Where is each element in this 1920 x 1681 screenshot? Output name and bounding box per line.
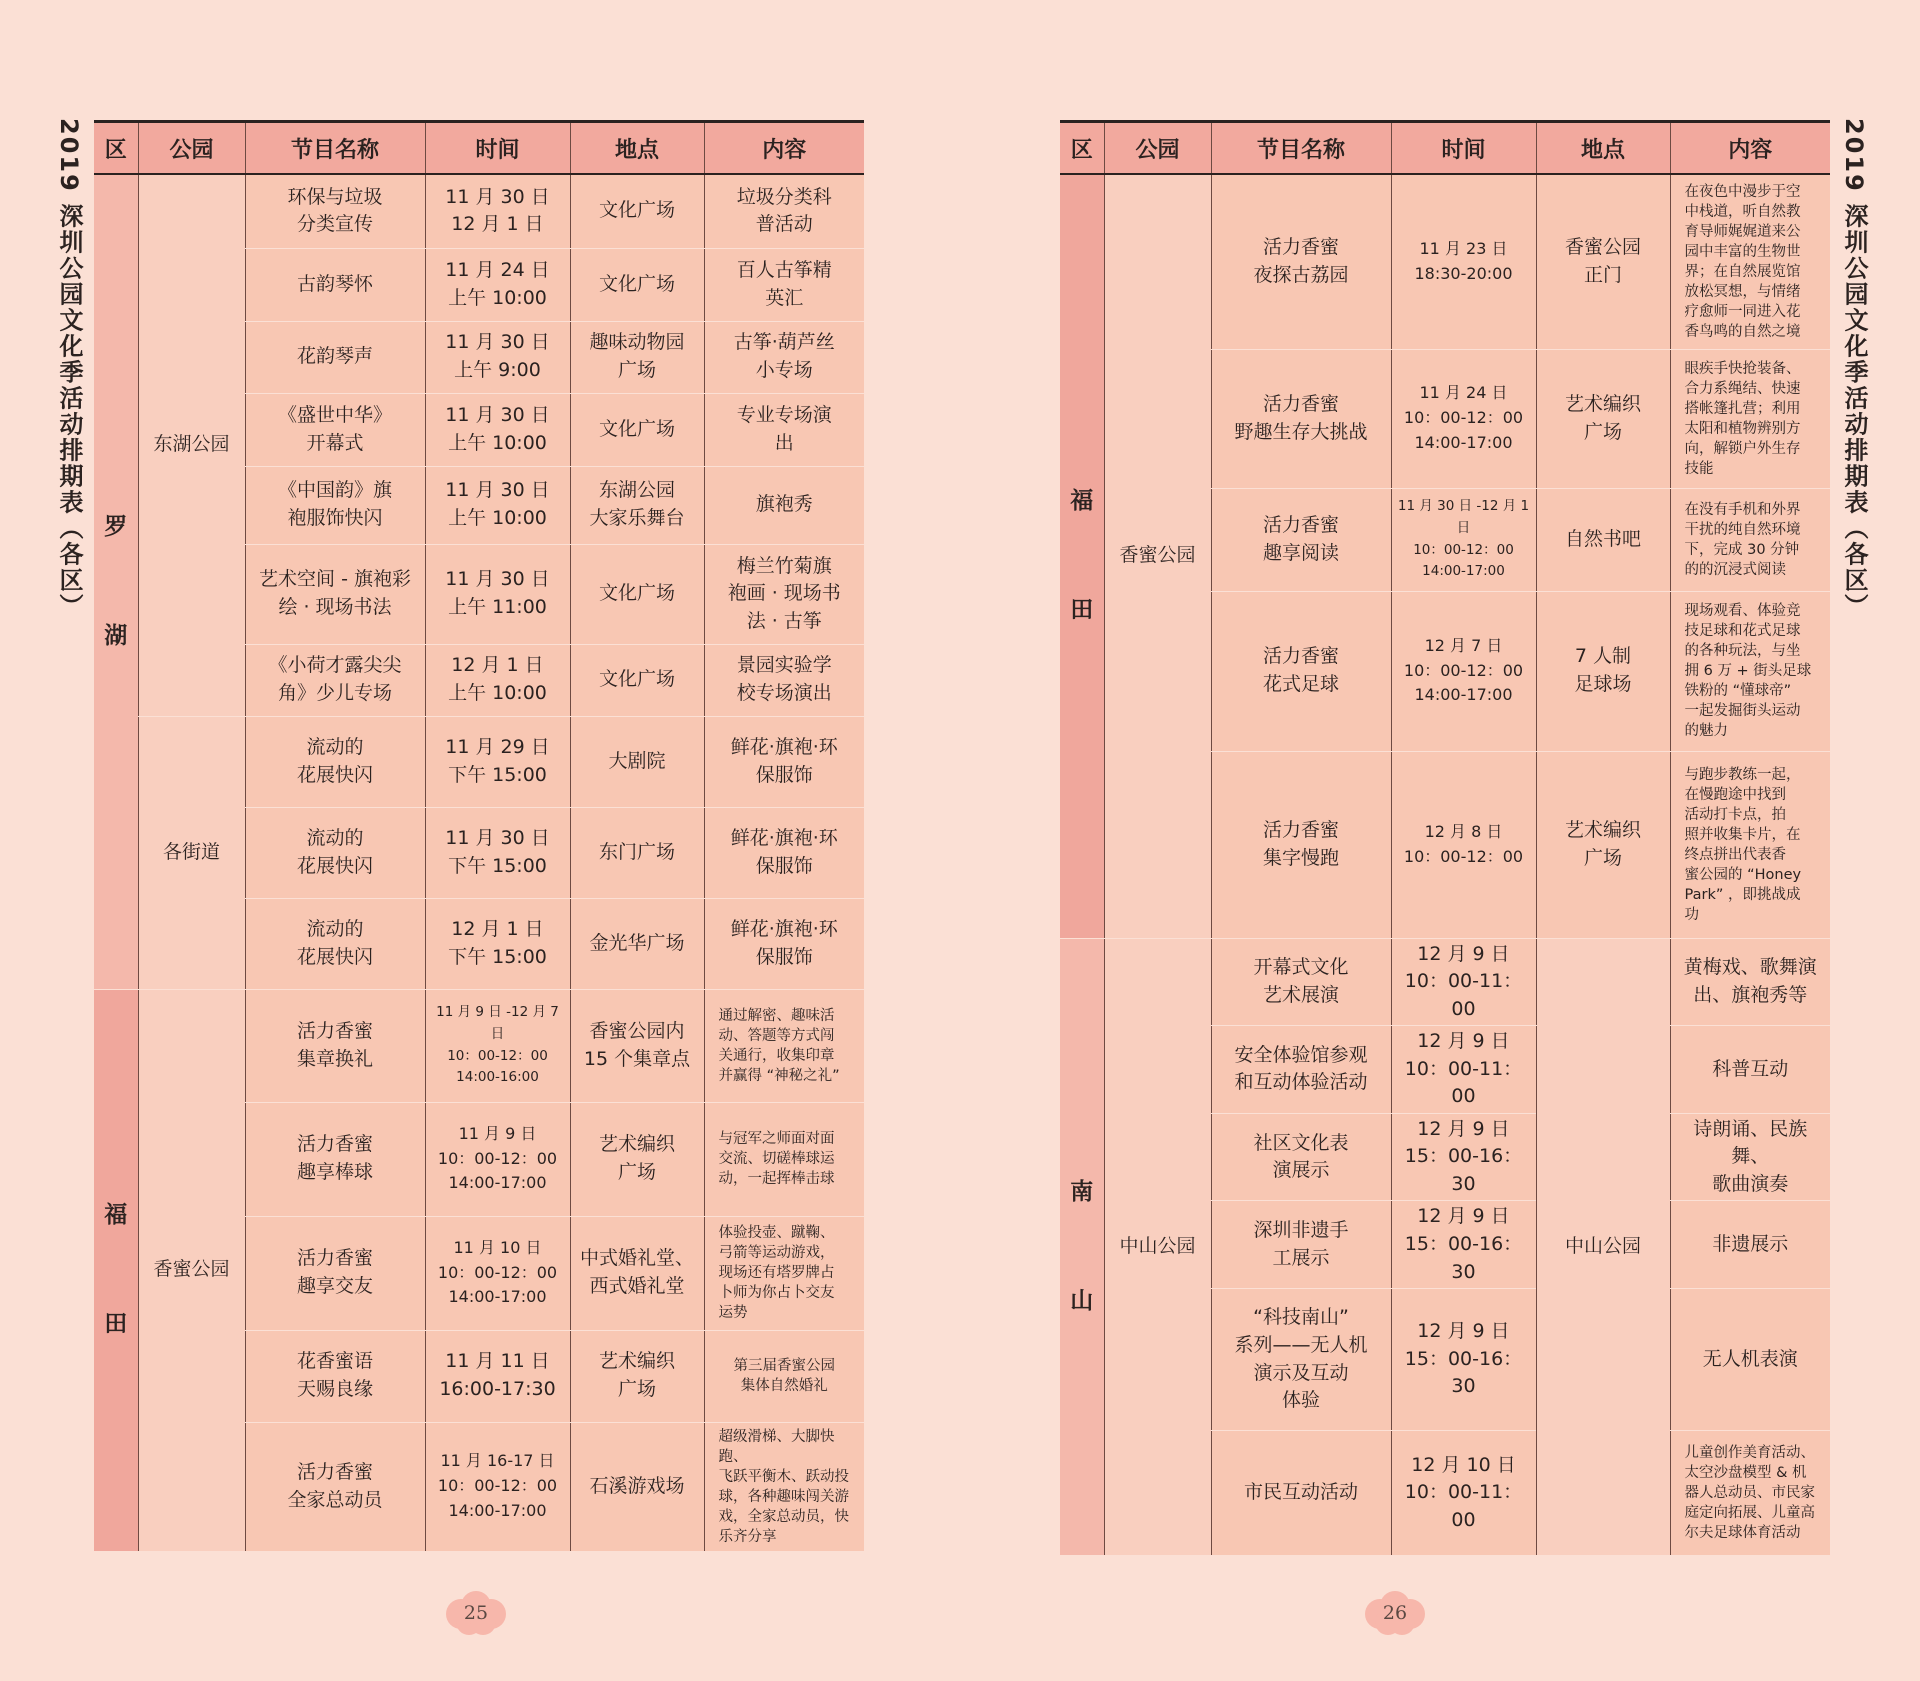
page-number-badge [441, 1590, 511, 1636]
table-row [94, 174, 864, 248]
content-cell: 梅兰竹菊旗 袍画 · 现场书 法 · 古筝 [704, 544, 864, 644]
header-venue: 地点 [570, 122, 704, 175]
venue-cell: 文化广场 [570, 248, 704, 321]
venue-cell: 文化广场 [570, 644, 704, 716]
content-cell: 超级滑梯、大脚快跑、 飞跃平衡木、跃动投 球，各种趣味闯关游 戏，全家总动员，快 乐齐分享 [704, 1422, 864, 1551]
time-cell: 11 月 29 日 下午 15:00 [425, 716, 570, 807]
content-cell: 非遗展示 [1670, 1201, 1830, 1289]
time-cell: 11 月 24 日 10：00-12：00 14:00-17:00 [1391, 349, 1536, 488]
program-name-cell: 古韵琴怀 [245, 248, 425, 321]
program-name-cell: “科技南山” 系列——无人机 演示及互动 体验 [1211, 1289, 1391, 1431]
program-name-cell: 环保与垃圾 分类宣传 [245, 174, 425, 248]
program-name-cell: 《中国韵》旗 袍服饰快闪 [245, 466, 425, 544]
content-cell: 鲜花·旗袍·环 保服饰 [704, 716, 864, 807]
time-cell: 11 月 24 日 上午 10:00 [425, 248, 570, 321]
header-content: 内容 [704, 122, 864, 175]
time-cell: 12 月 9 日 10：00-11：00 [1391, 1026, 1536, 1114]
table-row [94, 716, 864, 807]
time-cell: 12 月 7 日 10：00-12：00 14:00-17:00 [1391, 591, 1536, 751]
content-cell: 儿童创作美育活动、 太空沙盘模型 & 机 器人总动员、市民家 庭定向拓展、儿童高 尔夫足球体育活动 [1670, 1431, 1830, 1556]
content-cell: 鲜花·旗袍·环 保服饰 [704, 807, 864, 898]
time-cell: 12 月 9 日 15：00-16：30 [1391, 1201, 1536, 1289]
venue-cell: 香蜜公园内 15 个集章点 [570, 989, 704, 1102]
program-name-cell: 《盛世中华》 开幕式 [245, 393, 425, 466]
program-name-cell: 花香蜜语 天赐良缘 [245, 1330, 425, 1422]
venue-cell: 自然书吧 [1536, 488, 1670, 591]
park-cell: 各街道 [138, 716, 245, 989]
program-name-cell: 活力香蜜 夜探古荔园 [1211, 174, 1391, 349]
content-cell: 通过解密、趣味活 动、答题等方式闯 关通行，收集印章 并赢得 “神秘之礼” [704, 989, 864, 1102]
program-name-cell: 市民互动活动 [1211, 1431, 1391, 1556]
content-cell: 旗袍秀 [704, 466, 864, 544]
district-cell-futian: 福 田 [94, 989, 138, 1551]
time-cell: 11 月 30 日 上午 10:00 [425, 466, 570, 544]
time-cell: 12 月 1 日 下午 15:00 [425, 898, 570, 989]
header-time: 时间 [1391, 122, 1536, 175]
content-cell: 景园实验学 校专场演出 [704, 644, 864, 716]
table-row [1060, 174, 1830, 349]
content-cell: 科普互动 [1670, 1026, 1830, 1114]
time-cell: 11 月 30 日 上午 11:00 [425, 544, 570, 644]
time-cell: 11 月 30 日 上午 10:00 [425, 393, 570, 466]
time-cell: 11 月 9 日 -12 月 7 日 10：00-12：00 14:00-16:00 [425, 989, 570, 1102]
program-name-cell: 活力香蜜 趣享阅读 [1211, 488, 1391, 591]
program-name-cell: 活力香蜜 野趣生存大挑战 [1211, 349, 1391, 488]
content-cell: 黄梅戏、歌舞演 出、旗袍秀等 [1670, 938, 1830, 1026]
time-cell: 11 月 23 日 18:30-20:00 [1391, 174, 1536, 349]
venue-cell: 趣味动物园 广场 [570, 321, 704, 393]
header-district: 区 [94, 122, 138, 175]
page-number: 25 [463, 1602, 489, 1624]
program-name-cell: 活力香蜜 集章换礼 [245, 989, 425, 1102]
table-row [1060, 938, 1830, 1026]
page-right [960, 0, 1920, 1681]
content-cell: 垃圾分类科 普活动 [704, 174, 864, 248]
venue-cell: 东门广场 [570, 807, 704, 898]
program-name-cell: 《小荷才露尖尖 角》少儿专场 [245, 644, 425, 716]
content-cell: 诗朗诵、民族舞、 歌曲演奏 [1670, 1113, 1830, 1201]
program-name-cell: 活力香蜜 趣享交友 [245, 1216, 425, 1330]
header-time: 时间 [425, 122, 570, 175]
content-cell: 现场观看、体验竞 技足球和花式足球 的各种玩法，与坐 拥 6 万 + 街头足球 铁粉的 “懂球帝” 一起发掘街头运动 的魅力 [1670, 591, 1830, 751]
page-number-badge [1360, 1590, 1430, 1636]
time-cell: 12 月 9 日 15：00-16：30 [1391, 1289, 1536, 1431]
program-name-cell: 艺术空间 - 旗袍彩 绘 · 现场书法 [245, 544, 425, 644]
content-cell: 与跑步教练一起， 在慢跑途中找到 活动打卡点，拍 照并收集卡片，在 终点拼出代表香 蜜公园的 “Honey Park” ，即挑战成 功 [1670, 751, 1830, 938]
district-cell-nanshan: 南 山 [1060, 938, 1104, 1556]
page-number: 26 [1382, 1602, 1408, 1624]
content-cell: 眼疾手快抢装备、 合力系绳结、快速 搭帐篷扎营；利用 太阳和植物辨别方 向，解锁户外生存 技能 [1670, 349, 1830, 488]
header-content: 内容 [1670, 122, 1830, 175]
venue-cell: 石溪游戏场 [570, 1422, 704, 1551]
venue-cell: 中山公园 [1536, 938, 1670, 1556]
venue-cell: 文化广场 [570, 393, 704, 466]
time-cell: 11 月 9 日 10：00-12：00 14:00-17:00 [425, 1102, 570, 1216]
venue-cell: 7 人制 足球场 [1536, 591, 1670, 751]
table-header-row [1060, 122, 1830, 175]
header-venue: 地点 [1536, 122, 1670, 175]
park-cell: 中山公园 [1104, 938, 1211, 1556]
time-cell: 11 月 11 日 16:00-17:30 [425, 1330, 570, 1422]
time-cell: 12 月 1 日 上午 10:00 [425, 644, 570, 716]
program-name-cell: 社区文化表 演展示 [1211, 1113, 1391, 1201]
table-row [94, 989, 864, 1102]
content-cell: 在没有手机和外界 干扰的纯自然环境 下，完成 30 分钟 的的沉浸式阅读 [1670, 488, 1830, 591]
program-name-cell: 深圳非遗手 工展示 [1211, 1201, 1391, 1289]
venue-cell: 文化广场 [570, 174, 704, 248]
time-cell: 11 月 10 日 10：00-12：00 14:00-17:00 [425, 1216, 570, 1330]
venue-cell: 艺术编织 广场 [570, 1330, 704, 1422]
program-name-cell: 活力香蜜 全家总动员 [245, 1422, 425, 1551]
content-cell: 百人古筝精 英汇 [704, 248, 864, 321]
page-side-title: 2019 深圳公园文化季活动排期表（各区） [1840, 118, 1868, 620]
program-name-cell: 流动的 花展快闪 [245, 898, 425, 989]
venue-cell: 文化广场 [570, 544, 704, 644]
venue-cell: 中式婚礼堂、 西式婚礼堂 [570, 1216, 704, 1330]
time-cell: 12 月 8 日 10：00-12：00 [1391, 751, 1536, 938]
program-name-cell: 花韵琴声 [245, 321, 425, 393]
header-park: 公园 [138, 122, 245, 175]
park-cell: 香蜜公园 [138, 989, 245, 1551]
venue-cell: 艺术编织 广场 [570, 1102, 704, 1216]
header-program-name: 节目名称 [1211, 122, 1391, 175]
content-cell: 鲜花·旗袍·环 保服饰 [704, 898, 864, 989]
content-cell: 与冠军之师面对面 交流、切磋棒球运 动，一起挥棒击球 [704, 1102, 864, 1216]
program-name-cell: 开幕式文化 艺术展演 [1211, 938, 1391, 1026]
district-cell-futian: 福 田 [1060, 174, 1104, 938]
program-name-cell: 活力香蜜 集字慢跑 [1211, 751, 1391, 938]
time-cell: 11 月 30 日 12 月 1 日 [425, 174, 570, 248]
time-cell: 11 月 30 日 下午 15:00 [425, 807, 570, 898]
program-name-cell: 流动的 花展快闪 [245, 807, 425, 898]
content-cell: 体验投壶、蹴鞠、 弓箭等运动游戏， 现场还有塔罗牌占 卜师为你占卜交友 运势 [704, 1216, 864, 1330]
venue-cell: 艺术编织 广场 [1536, 349, 1670, 488]
schedule-table [1060, 120, 1830, 1556]
time-cell: 12 月 9 日 10：00-11：00 [1391, 938, 1536, 1026]
header-district: 区 [1060, 122, 1104, 175]
content-cell: 在夜色中漫步于空 中栈道，听自然教 育导师娓娓道来公 园中丰富的生物世 界；在自然展览馆 放松冥想，与情绪 疗愈师一同进入花 香鸟鸣的自然之境 [1670, 174, 1830, 349]
program-name-cell: 活力香蜜 趣享棒球 [245, 1102, 425, 1216]
program-name-cell: 流动的 花展快闪 [245, 716, 425, 807]
content-cell: 第三届香蜜公园 集体自然婚礼 [704, 1330, 864, 1422]
time-cell: 11 月 30 日 上午 9:00 [425, 321, 570, 393]
page-side-title: 2019 深圳公园文化季活动排期表（各区） [55, 118, 83, 620]
venue-cell: 大剧院 [570, 716, 704, 807]
program-name-cell: 活力香蜜 花式足球 [1211, 591, 1391, 751]
header-park: 公园 [1104, 122, 1211, 175]
content-cell: 古筝·葫芦丝 小专场 [704, 321, 864, 393]
venue-cell: 香蜜公园 正门 [1536, 174, 1670, 349]
time-cell: 11 月 16-17 日 10：00-12：00 14:00-17:00 [425, 1422, 570, 1551]
content-cell: 无人机表演 [1670, 1289, 1830, 1431]
schedule-table [94, 120, 864, 1552]
content-cell: 专业专场演 出 [704, 393, 864, 466]
venue-cell: 东湖公园 大家乐舞台 [570, 466, 704, 544]
venue-cell: 艺术编织 广场 [1536, 751, 1670, 938]
time-cell: 11 月 30 日 -12 月 1 日 10：00-12：00 14:00-17:00 [1391, 488, 1536, 591]
header-program-name: 节目名称 [245, 122, 425, 175]
venue-cell: 金光华广场 [570, 898, 704, 989]
table-header-row [94, 122, 864, 175]
time-cell: 12 月 9 日 15：00-16：30 [1391, 1113, 1536, 1201]
park-cell: 东湖公园 [138, 174, 245, 716]
park-cell: 香蜜公园 [1104, 174, 1211, 938]
district-cell-luohu: 罗 湖 [94, 174, 138, 989]
program-name-cell: 安全体验馆参观 和互动体验活动 [1211, 1026, 1391, 1114]
time-cell: 12 月 10 日 10：00-11：00 [1391, 1431, 1536, 1556]
